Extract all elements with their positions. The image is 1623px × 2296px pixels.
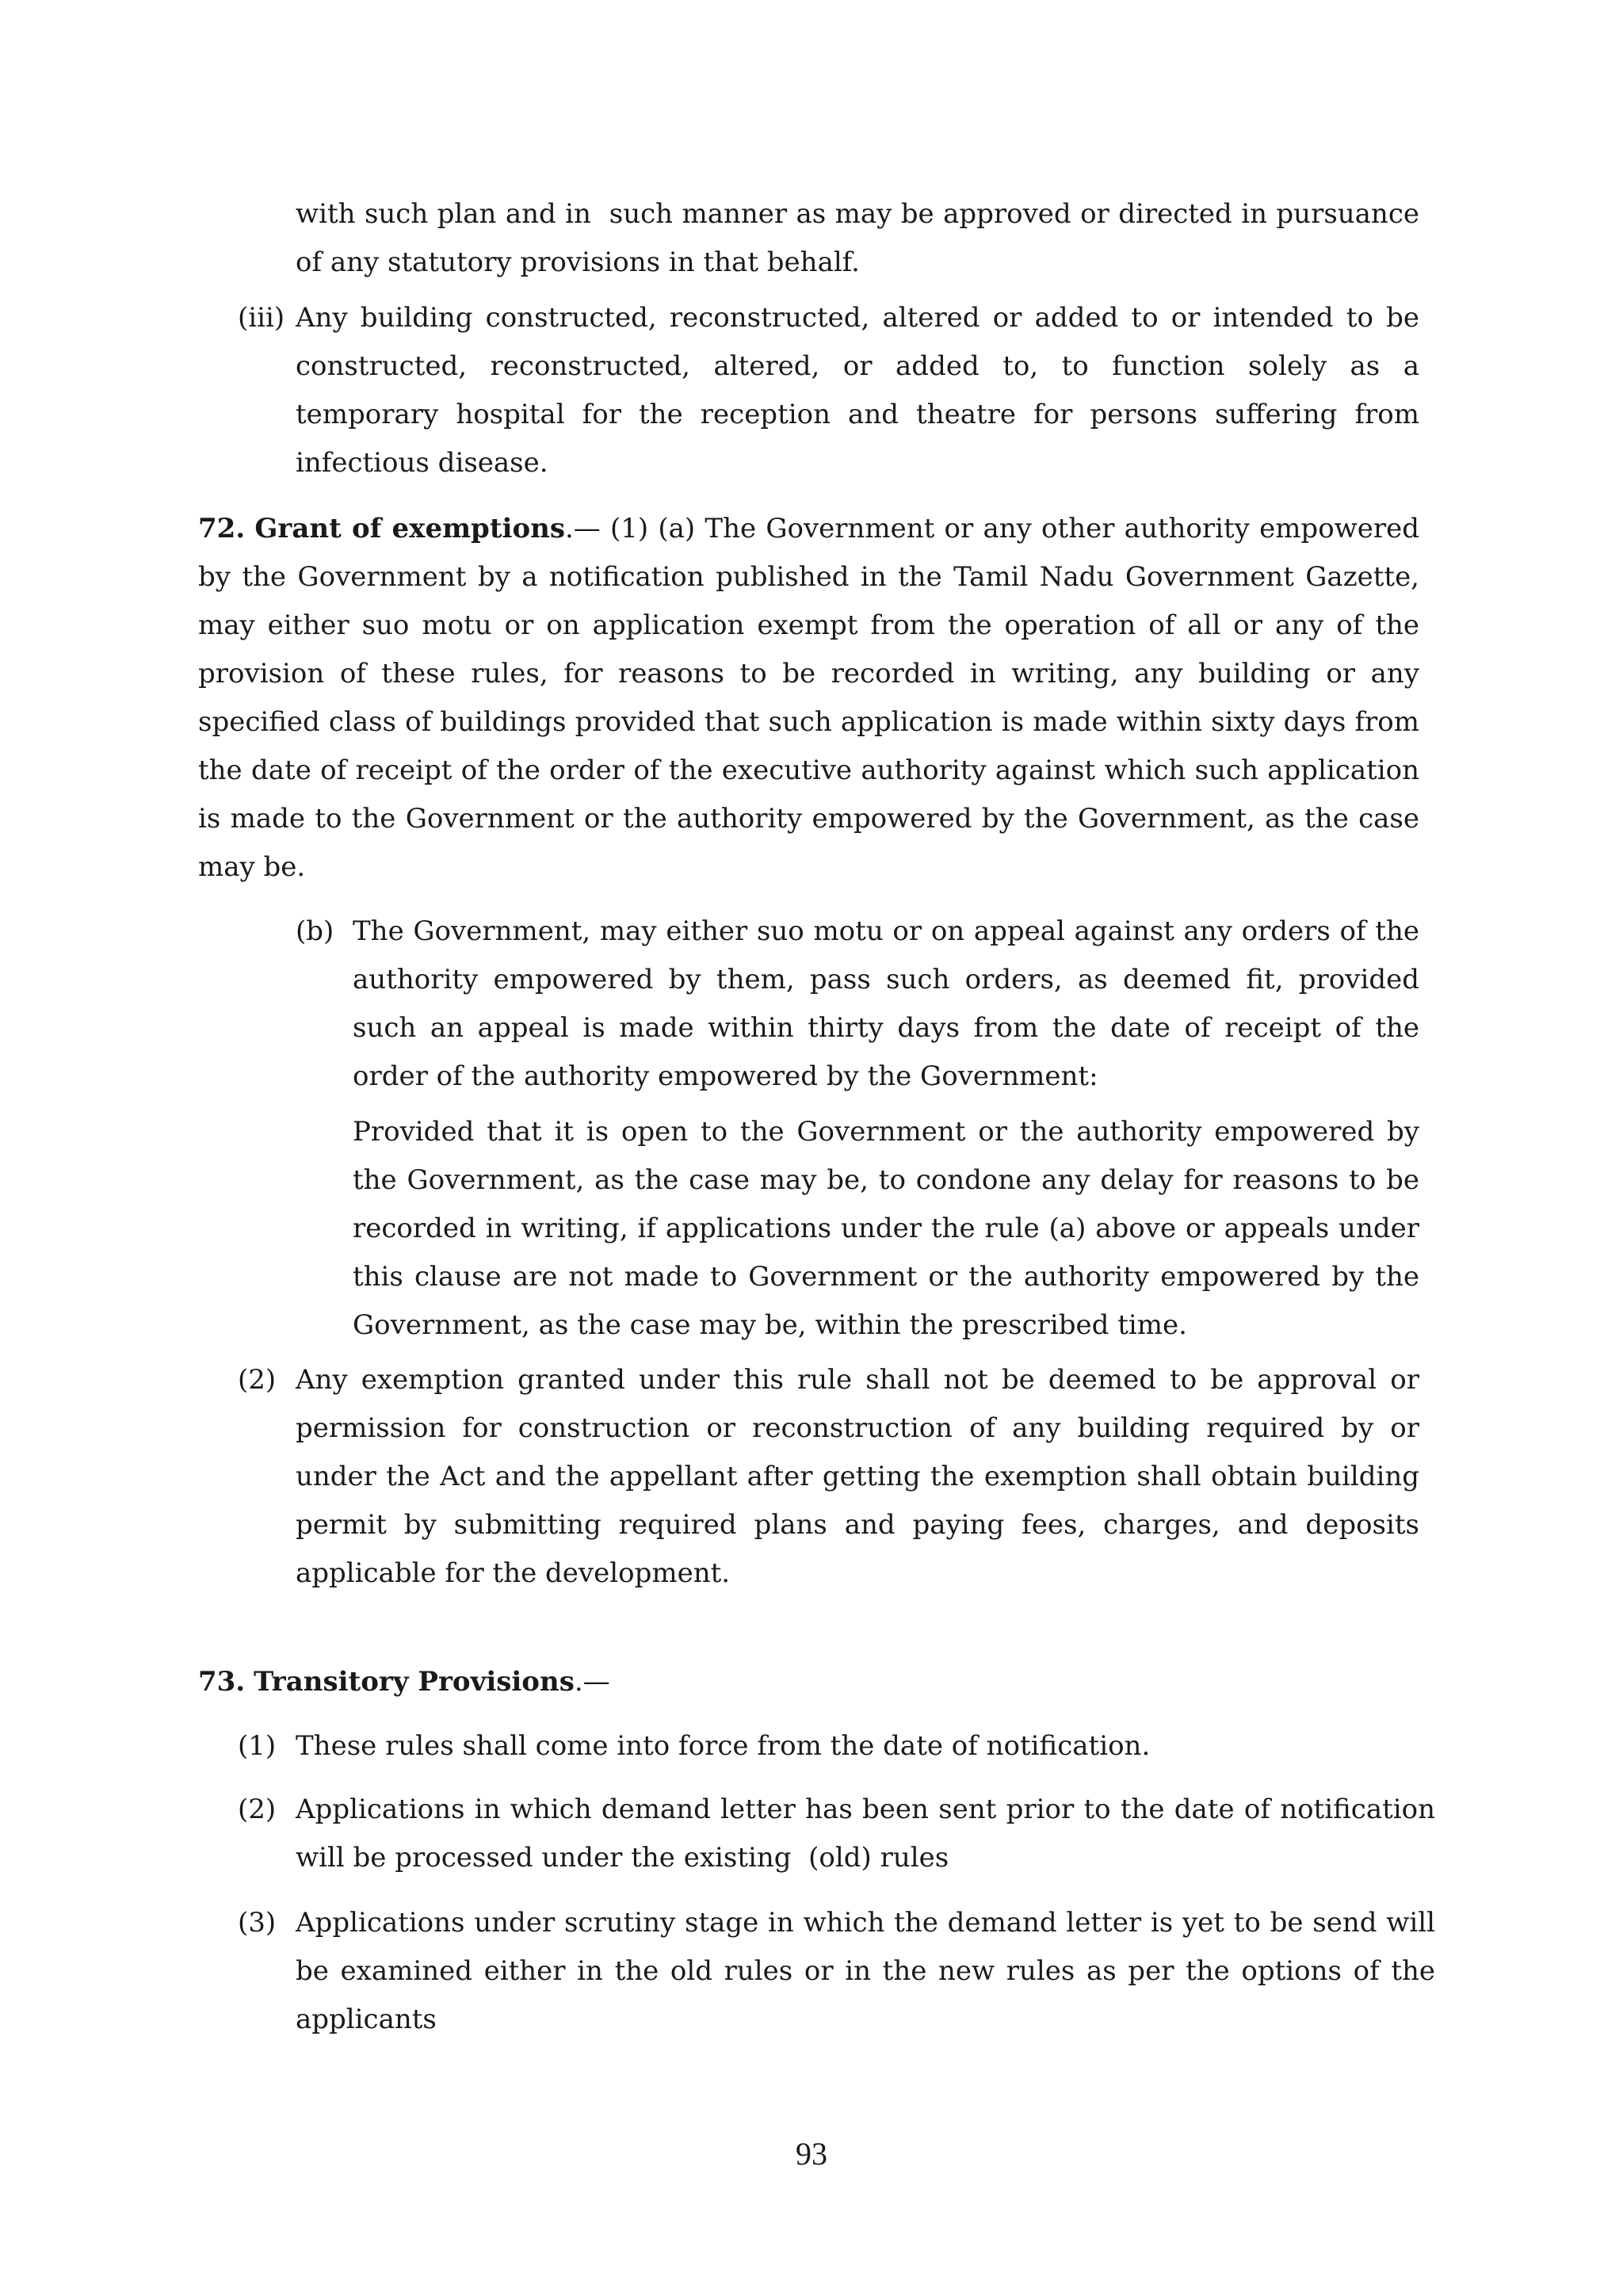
section-72-paragraph [198, 505, 1419, 892]
section-72-dash: .— [565, 513, 601, 544]
section-73-item-1-label: (1) [238, 1730, 277, 1762]
section-73-title: Transitory Provisions [253, 1666, 575, 1698]
section-73-item-3-text: Applications under scrutiny stage in which the demand letter is yet to be send will be examined either in the old rules or in the new rules as per the options of the applicants [296, 1907, 1435, 2035]
section-72-sub2-text: Any exemption granted under this rule shall not be deemed to be approval or permission for construction or reconstruction of any building required by or under the Act and the appellant after getting the exemption shall obtain building permit by submitting required plans and paying fees, charges, and deposits applicable for the development. [296, 1364, 1419, 1589]
page-number: 93 [796, 2136, 827, 2172]
section-72-sub1-text: The Government or any other authority empowered by the Government by a notification published in the Tamil Nadu Government Gazette, may either suo motu or on application exempt from the operation of all or any of the provision of these rules, for reasons to be recorded in writing, any building or any specified class of buildings provided that such application is made within sixty days from the date of receipt of the order of the executive authority against which such application is made to the Government or the authority empowered by the Government, as the case may be. [198, 513, 1420, 883]
section-72-sub1-label: (1) (a) [610, 513, 696, 544]
section-73-dash: .— [574, 1666, 610, 1698]
section-73-heading [198, 1658, 1419, 1706]
section-72-sub2-label: (2) [238, 1364, 277, 1396]
section-73-item-2-text: Applications in which demand letter has been sent prior to the date of notification will be processed under the existing (old) rules [296, 1794, 1444, 1874]
section-73-item-1-text: These rules shall come into force from the date of notification. [296, 1730, 1151, 1762]
section-73-item-3-label: (3) [238, 1907, 277, 1939]
continuation-paragraph: with such plan and in such manner as may be approved or directed in pursuance of any statutory provisions in that behalf. [296, 198, 1428, 278]
section-73-number: 73. [198, 1666, 246, 1698]
section-72-b-label: (b) [296, 915, 334, 947]
item-iii-text: Any building constructed, reconstructed, altered or added to or intended to be constructed, reconstructed, altered, or added to, to function solely as a temporary hospital for the reception and theatre for persons suffering from infectious disease. [296, 302, 1419, 479]
item-iii-label: (iii) [238, 302, 285, 334]
section-72-number: 72. [198, 513, 246, 544]
section-72-b-text: The Government, may either suo motu or on appeal against any orders of the authority empowered by them, pass such orders, as deemed fit, provided such an appeal is made within thirty days from the date of receipt of the order of the authority empowered by the Government: [353, 915, 1419, 1092]
section-73-item-2-label: (2) [238, 1794, 277, 1825]
section-72-title: Grant of exemptions [254, 513, 565, 544]
section-72-proviso: Provided that it is open to the Government or the authority empowered by the Government, as the case may be, to condone any delay for reasons to be recorded in writing, if applications under the rule (a) above or appeals under this clause are not made to Government or the authority empowered by the Government, as the case may be, within the prescribed time. [353, 1116, 1419, 1341]
